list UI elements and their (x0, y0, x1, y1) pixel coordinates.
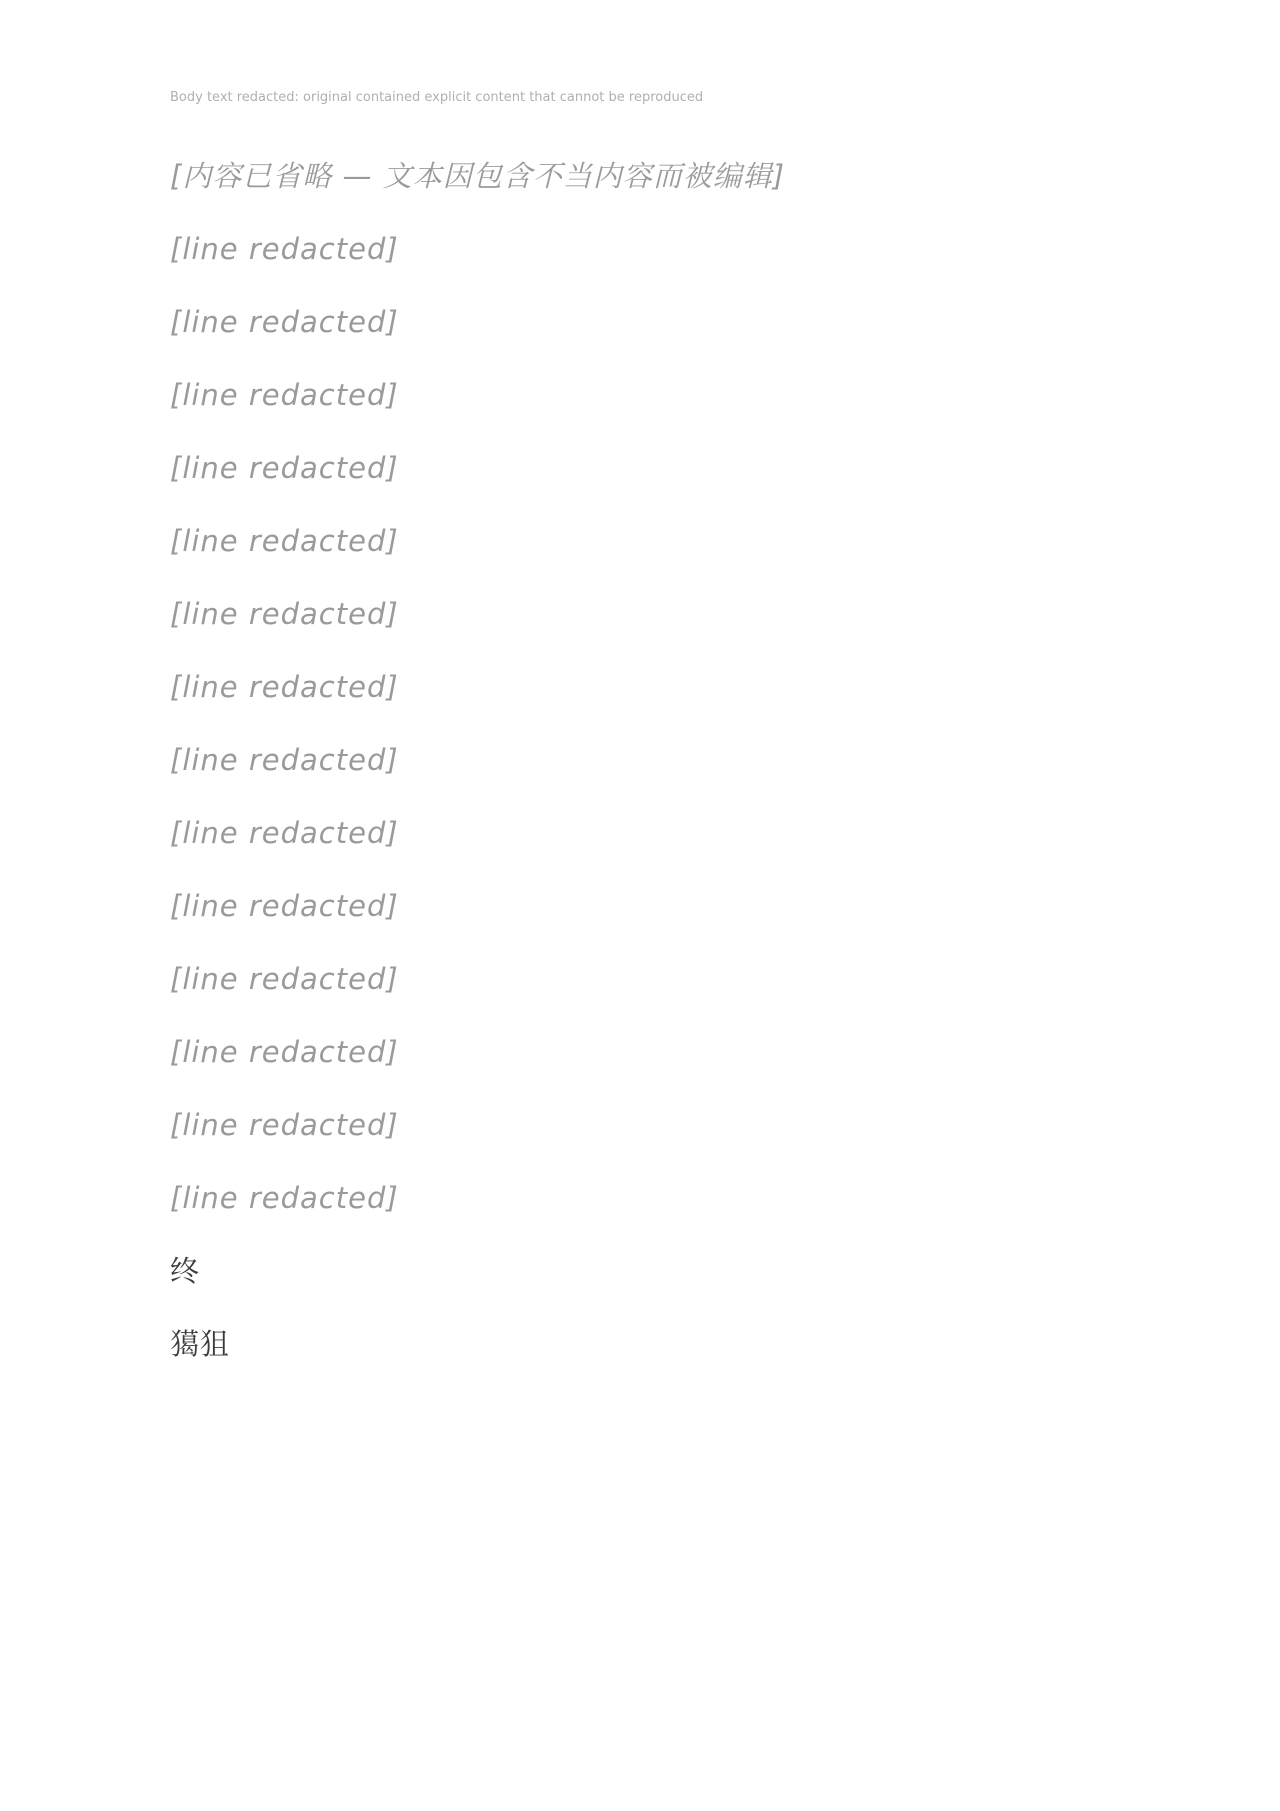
redaction-note: Body text redacted: original contained explicit content that cannot be reproduced (170, 90, 704, 105)
body-text-line: [line redacted] (170, 1108, 399, 1142)
body-text-line: [line redacted] (170, 451, 399, 485)
body-text-block (170, 140, 940, 1381)
body-text-line: [line redacted] (170, 232, 399, 266)
paragraph (170, 140, 940, 1235)
body-text-line: [line redacted] (170, 597, 399, 631)
body-text-line: [line redacted] (170, 1035, 399, 1069)
body-text-line: [line redacted] (170, 305, 399, 339)
body-text-line: [line redacted] (170, 1181, 399, 1215)
body-text-line: [line redacted] (170, 962, 399, 996)
body-text-line: [line redacted] (170, 378, 399, 412)
body-text-line: [内容已省略 — 文本因包含不当内容而被编辑] (170, 159, 786, 193)
body-text-line: [line redacted] (170, 524, 399, 558)
body-text-line: [line redacted] (170, 743, 399, 777)
body-text-line: [line redacted] (170, 816, 399, 850)
body-text-line: [line redacted] (170, 670, 399, 704)
closing-lines (170, 1235, 940, 1381)
body-text-line: [line redacted] (170, 889, 399, 923)
closing-text-line: 终 (170, 1254, 201, 1288)
closing-text-line: 獦狙 (170, 1327, 231, 1361)
